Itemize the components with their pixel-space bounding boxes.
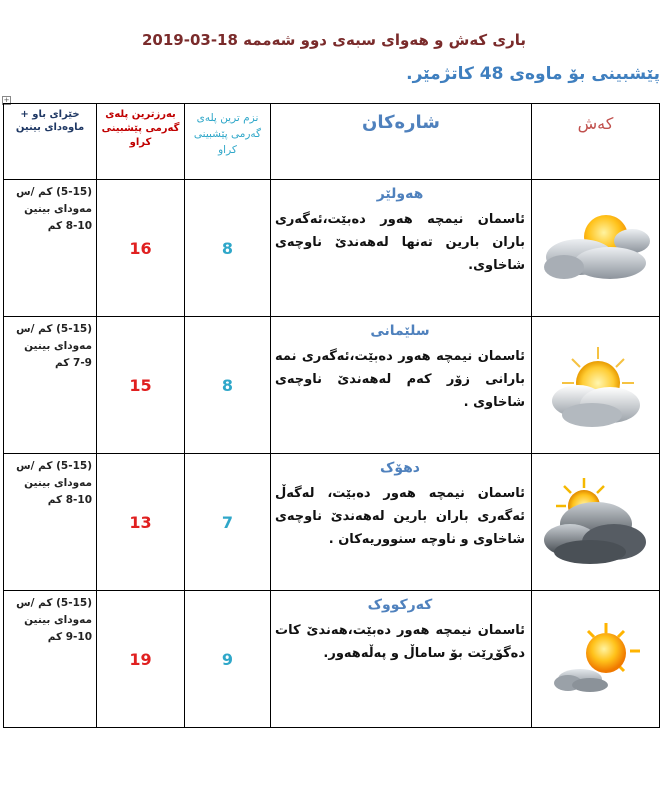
city-forecast-cell [271,454,532,591]
forecast-description: ئاسمان نیمچە هەور دەبێت، لەگەڵ ئەگەری باران بارین لەهەندێ ناوچەی شاخاوی و ناوچە سنووریەکان . [275,486,525,547]
forecast-table [3,103,660,728]
visibility-value: 7-9 کم [55,357,92,369]
wind-speed: (5-15) کم /س [16,323,92,335]
header-wind-visibility: خێرای باو + ماوەدای بینین [4,104,97,180]
wind-visibility-cell [4,591,97,728]
page-subtitle: پێشبینی بۆ ماوەی 48 کاتژمێر. [406,64,660,84]
forecast-description: ئاسمان نیمچە هەور دەبێت،ئەگەری باران بارین تەنها لەهەندێ ناوچەی شاخاوی. [275,212,525,273]
page-title: باری کەش و هەوای سبەی دوو شەممە 18-03-2019 [141,31,527,49]
partly-cloudy-icon [540,211,652,285]
header-max-temp: بەرزترین پلەی گەرمی پێشبینی کراو [97,104,185,180]
header-min-temp: نزم ترین پلەی گەرمی پێشبینی کراو [185,104,271,180]
header-cities: شارەکان [271,104,532,180]
min-temp-cell: 8 [185,317,271,454]
city-name: سلێمانی [370,323,430,339]
table-header-row [4,104,660,180]
forecast-description: ئاسمان نیمچە هەور دەبێت،ئەگەری نمە بارانی زۆر کەم لەهەندێ ناوچەی شاخاوی . [275,349,525,410]
city-name: دهۆک [379,460,420,476]
min-temp-cell: 8 [185,180,271,317]
table-row [4,591,660,728]
wind-visibility-cell [4,317,97,454]
city-name: کەرکووک [367,597,433,613]
min-temp-cell: 9 [185,591,271,728]
table-move-handle[interactable]: + [3,96,10,104]
visibility-label: مەودای بینین [24,340,92,352]
wind-visibility-cell [4,454,97,591]
table-row [4,454,660,591]
visibility-value: 8-10 کم [47,220,92,232]
table-row [4,317,660,454]
city-forecast-cell [271,591,532,728]
min-temp-cell: 7 [185,454,271,591]
sunny-small-cloud-icon [546,609,646,709]
forecast-description: ئاسمان نیمچە هەور دەبێت،هەندێ کات دەگۆڕێت بۆ ساماڵ و پەڵەهەور. [275,623,525,661]
max-temp-cell: 16 [97,180,185,317]
sun-behind-cloud-icon [540,329,652,441]
wind-visibility-cell [4,180,97,317]
wind-speed: (5-15) کم /س [16,597,92,609]
wind-speed: (5-15) کم /س [16,186,92,198]
city-forecast-cell [271,180,532,317]
visibility-label: مەودای بینین [24,203,92,215]
visibility-label: مەودای بینین [24,477,92,489]
city-name: هەولێر [376,186,424,202]
max-temp-cell: 19 [97,591,185,728]
max-temp-cell: 15 [97,317,185,454]
wind-speed: (5-15) کم /س [16,460,92,472]
visibility-value: 9-10 کم [47,631,92,643]
visibility-label: مەودای بینین [24,614,92,626]
dark-cloud-sun-icon [540,474,652,570]
city-forecast-cell [271,317,532,454]
header-weather: کەش [532,104,660,180]
max-temp-cell: 13 [97,454,185,591]
visibility-value: 8-10 کم [47,494,92,506]
table-row [4,180,660,317]
